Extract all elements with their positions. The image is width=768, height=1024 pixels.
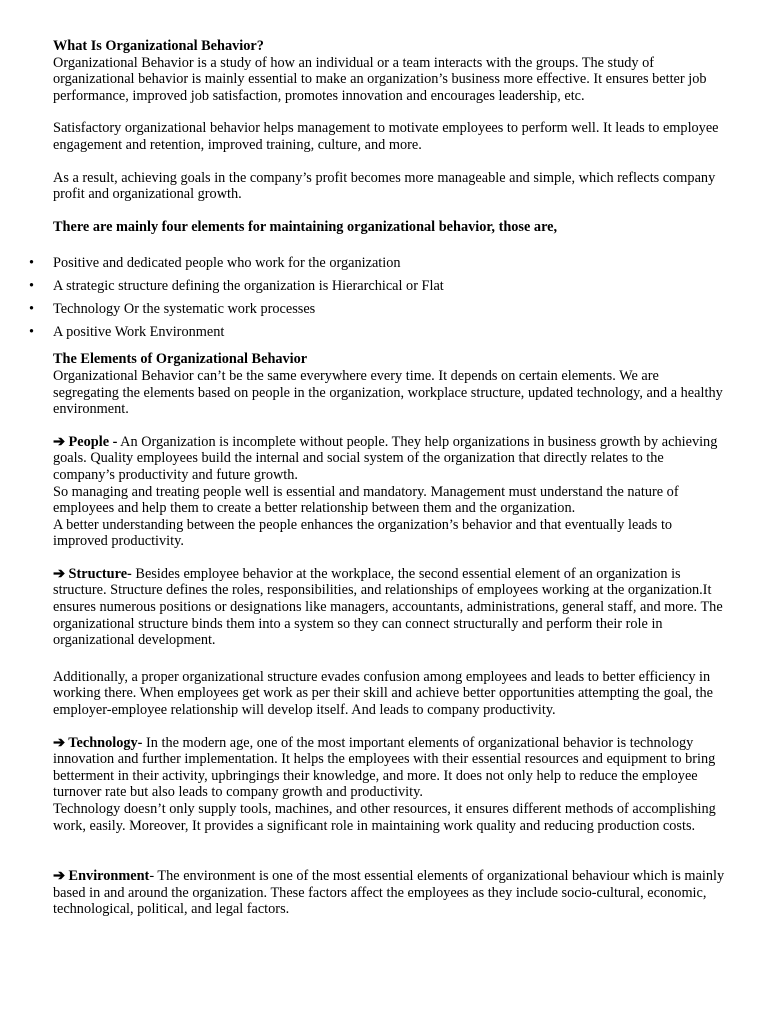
list-item: • A positive Work Environment bbox=[29, 324, 225, 341]
bullet-icon: • bbox=[29, 301, 35, 318]
elements-list bbox=[29, 255, 725, 347]
structure-paragraph-1: ➔ Structure- Besides employee behavior at the workplace, the second essential element of an organization is structure. Structure defines the roles, responsibilities, and relationships of employees working at the organization.It ensures numerous positions or designations like managers, accountants, administrations, general staff, and more. The organizational structure binds them into a system so they can connect structurally and perform their role in organizational development. bbox=[53, 565, 723, 649]
page-title: What Is Organizational Behavior? bbox=[53, 38, 264, 54]
section-paragraph: Organizational Behavior can’t be the same everywhere every time. It depends on certain elements. We are segregating the elements based on people in the organization, workplace structure, updated technology, and a healthy environment. bbox=[53, 367, 723, 418]
list-item: • Positive and dedicated people who work for the organization bbox=[29, 255, 401, 272]
people-paragraph-3: A better understanding between the people enhances the organization’s behavior and that eventually leads to improved productivity. bbox=[53, 516, 673, 550]
intro-paragraph-3: As a result, achieving goals in the company’s profit becomes more manageable and simple, which reflects company profit and organizational growth. bbox=[53, 169, 716, 203]
list-item: • Technology Or the systematic work processes bbox=[29, 301, 316, 318]
intro-paragraph-1: Organizational Behavior is a study of how an individual or a team interacts with the groups. The study of organizational behavior is mainly essential to make an organization’s business more effective. It ensures better job performance, improved job satisfaction, promotes innovation and encourages leadership, etc. bbox=[53, 54, 707, 104]
people-paragraph-2: So managing and treating people well is essential and mandatory. Management must understand the nature of employees and help them to create a better relationship between them and the organization. bbox=[53, 483, 679, 517]
structure-label: ➔ Structure- bbox=[53, 565, 132, 582]
environment-paragraph: ➔ Environment- The environment is one of the most essential elements of organizational behaviour which is mainly based in and around the organization. These factors affect the employees as they include socio-cultural, economic, technological, political, and legal factors. bbox=[53, 868, 725, 918]
document-page bbox=[29, 38, 725, 918]
structure-paragraph-2: Additionally, a proper organizational structure evades confusion among employees and leads to better efficiency in working there. When employees get work as per their skill and achieve better opportunities attempting the goal, the employer-employee relationship will develop itself. And leads to company productivity. bbox=[53, 668, 713, 719]
intro-paragraph-2: Satisfactory organizational behavior helps management to motivate employees to perform well. It leads to employee engagement and retention, improved training, culture, and more. bbox=[53, 120, 719, 153]
list-item: • A strategic structure defining the organization is Hierarchical or Flat bbox=[29, 278, 444, 295]
bullet-icon: • bbox=[29, 255, 35, 272]
bullet-icon: • bbox=[29, 278, 35, 295]
environment-label: ➔ Environment bbox=[53, 868, 150, 885]
people-paragraph-1: ➔ People - An Organization is incomplete without people. They help organizations in business growth by achieving goals. Quality employees build the internal and social system of the organization that directly relates to the company’s productivity and future growth. bbox=[53, 433, 718, 483]
bullet-icon: • bbox=[29, 324, 35, 341]
section-title: The Elements of Organizational Behavior bbox=[53, 351, 308, 368]
technology-paragraph-1: ➔ Technology- In the modern age, one of the most important elements of organizational behavior is technology innovation and further implementation. It helps the employees with their essential resources and equipment to bring betterment in their activity, upbringings their knowledge, and more. It does not only help to reduce the employee turnover rate but also leads to company growth and productivity. bbox=[53, 734, 716, 801]
elements-intro-heading: There are mainly four elements for maintaining organizational behavior, those are, bbox=[53, 218, 558, 235]
technology-label: ➔ Technology- bbox=[53, 734, 143, 751]
people-label: ➔ People - bbox=[53, 433, 118, 450]
technology-paragraph-2: Technology doesn’t only supply tools, machines, and other resources, it ensures different methods of accomplishing work, easily. Moreover, It provides a significant role in maintaining work quality and reducing production costs. bbox=[53, 801, 716, 834]
